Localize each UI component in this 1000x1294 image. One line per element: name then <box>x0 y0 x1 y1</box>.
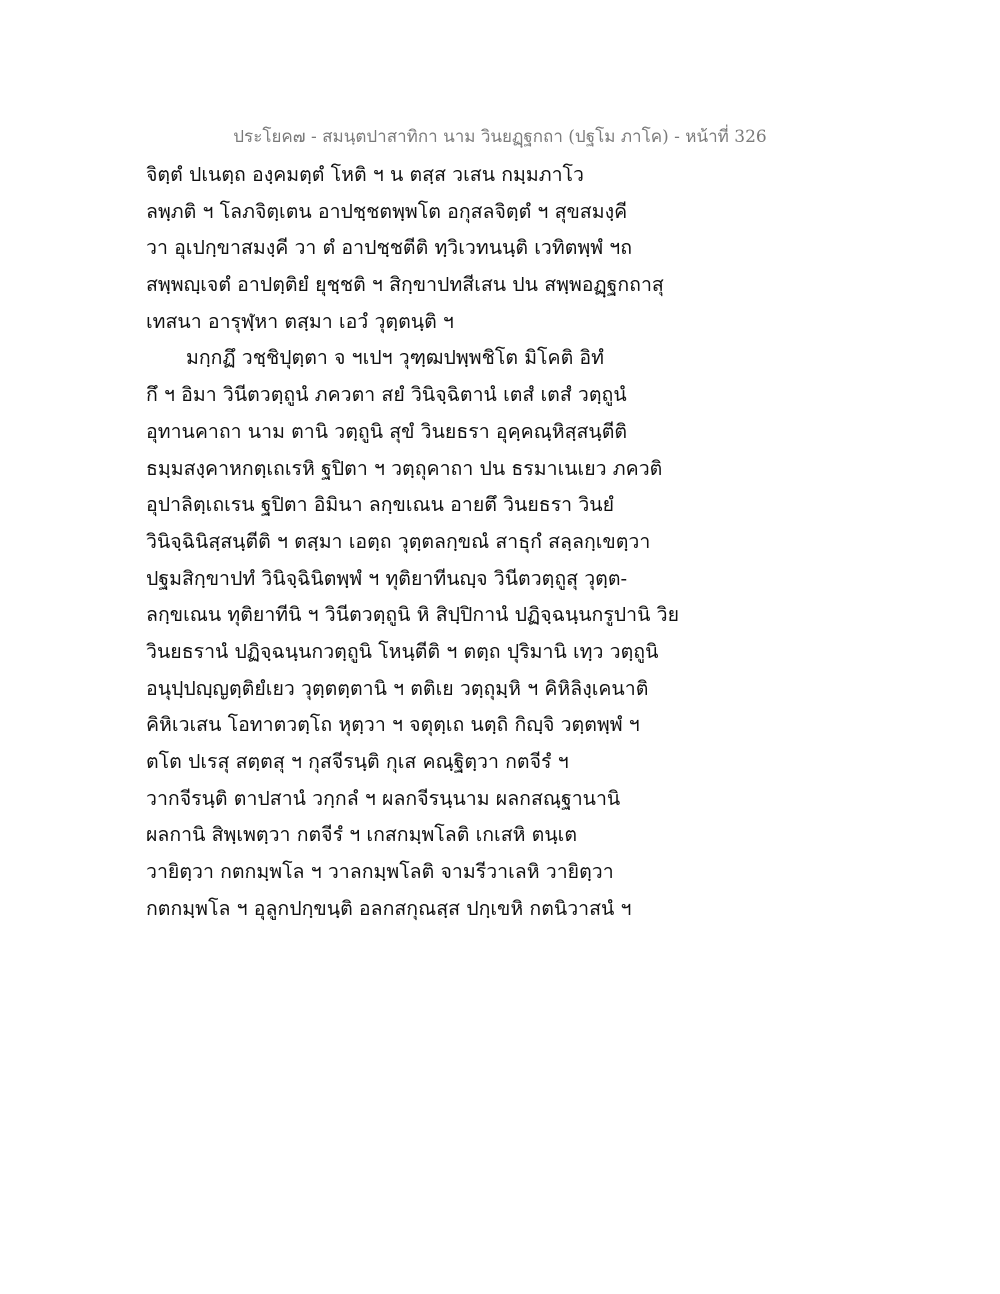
text-line: ลกฺขเณน ทุติยาทีนิ ฯ วินีตวตฺถูนิ หิ สิปฺปิกานํ ปฏิจฺฉนฺนกรูปานิ วิย <box>146 603 680 627</box>
text-line: อุปาลิตฺเถเรน ฐปิตา อิมินา ลกฺขเณน อายตึ วินยธรา วินยํ <box>146 493 615 517</box>
text-line: วา อุเปกฺขาสมงฺคี วา ตํ อาปชฺชตีติ ทฺวิเวทนนฺติ เวทิตพฺพํ ฯถ <box>146 236 633 260</box>
text-line: อุทานคาถา นาม ตานิ วตฺถูนิ สุขํ วินยธรา อุคฺคณฺหิสฺสนฺตีติ <box>146 419 628 443</box>
text-line: เทสนา อารุฬฺหา ตสฺมา เอวํ วุตฺตนฺติ ฯ <box>146 309 454 333</box>
text-line: ตโต ปเรสุ สตฺตสุ ฯ กุสจีรนฺติ กุเส คณฺฐิตฺวา กตจีรํ ฯ <box>146 750 569 773</box>
text-line: กึ ฯ อิมา วินีตวตฺถูนํ ภควตา สยํ วินิจฺฉิตานํ เตสํ เตสํ วตฺถูนํ <box>146 383 627 407</box>
text-line: วินยธรานํ ปฏิจฺฉนฺนกวตฺถูนิ โหนฺตีติ ฯ ตตฺถ ปุริมานิ เทฺว วตฺถูนิ <box>146 639 659 663</box>
text-line: สพฺพญฺเจตํ อาปตฺติยํ ยุชฺชติ ฯ สิกฺขาปทสีเสน ปน สพฺพอฏฺฐกถาสุ <box>146 273 664 297</box>
body-text <box>146 157 686 927</box>
text-line: วินิจฺฉินิสฺสนฺตีติ ฯ ตสฺมา เอตฺถ วุตฺตลกฺขณํ สาธุกํ สลฺลกฺเขตฺวา <box>146 529 651 553</box>
text-line: ผลกานิ สิพฺเพตฺวา กตจีรํ ฯ เกสกมฺพโลติ เกเสหิ ตนฺเต <box>146 823 577 847</box>
text-line: จิตฺตํ ปเนตฺถ องฺคมตฺตํ โหติ ฯ น ตสฺส วเสน กมฺมภาโว <box>146 163 584 186</box>
text-line: ปฐมสิกฺขาปทํ วินิจฺฉินิตพฺพํ ฯ ทุติยาทีนญฺจ วินีตวตฺถูสุ วุตฺต- <box>146 566 628 590</box>
text-line: วากจีรนฺติ ตาปสานํ วกฺกลํ ฯ ผลกจีรนฺนาม ผลกสณฺฐานานิ <box>146 786 621 810</box>
paragraph-start-line: มกฺกฏึ วชฺชิปุตฺตา จ ฯเปฯ วุฑฺฒปพฺพชิโต มิโคติ อิทํ <box>186 346 605 370</box>
text-line: ธมฺมสงฺคาหกตฺเถเรหิ ฐปิตา ฯ วตฺถุคาถา ปน ธรมาเนเยว ภควติ <box>146 456 663 480</box>
text-line: กตกมฺพโล ฯ อุลูกปกฺขนฺติ อลกสกุณสฺส ปกฺเขหิ กตนิวาสนํ ฯ <box>146 896 632 920</box>
running-header: ประโยค๗ - สมนฺตปาสาทิกา นาม วินยฏฺฐกถา (ปฐโม ภาโค) - หน้าที่ 326 <box>233 127 767 147</box>
text-line: อนุปฺปญฺญตฺติยํเยว วุตฺตตฺตานิ ฯ ตติเย วตฺถุมฺหิ ฯ คิหิลิงฺเคนาติ <box>146 676 649 700</box>
text-line: ลพฺภติ ฯ โลภจิตฺเตน อาปชฺชตพฺพโต อกุสลจิตฺตํ ฯ สุขสมงฺคี <box>146 199 628 223</box>
text-line: คิหิเวเสน โอทาตวตฺโถ หุตฺวา ฯ จตุตฺเถ นตฺถิ กิญฺจิ วตฺตพฺพํ ฯ <box>146 713 640 737</box>
text-line: วายิตฺวา กตกมฺพโล ฯ วาลกมฺพโลติ จามรีวาเลหิ วายิตฺวา <box>146 860 614 884</box>
